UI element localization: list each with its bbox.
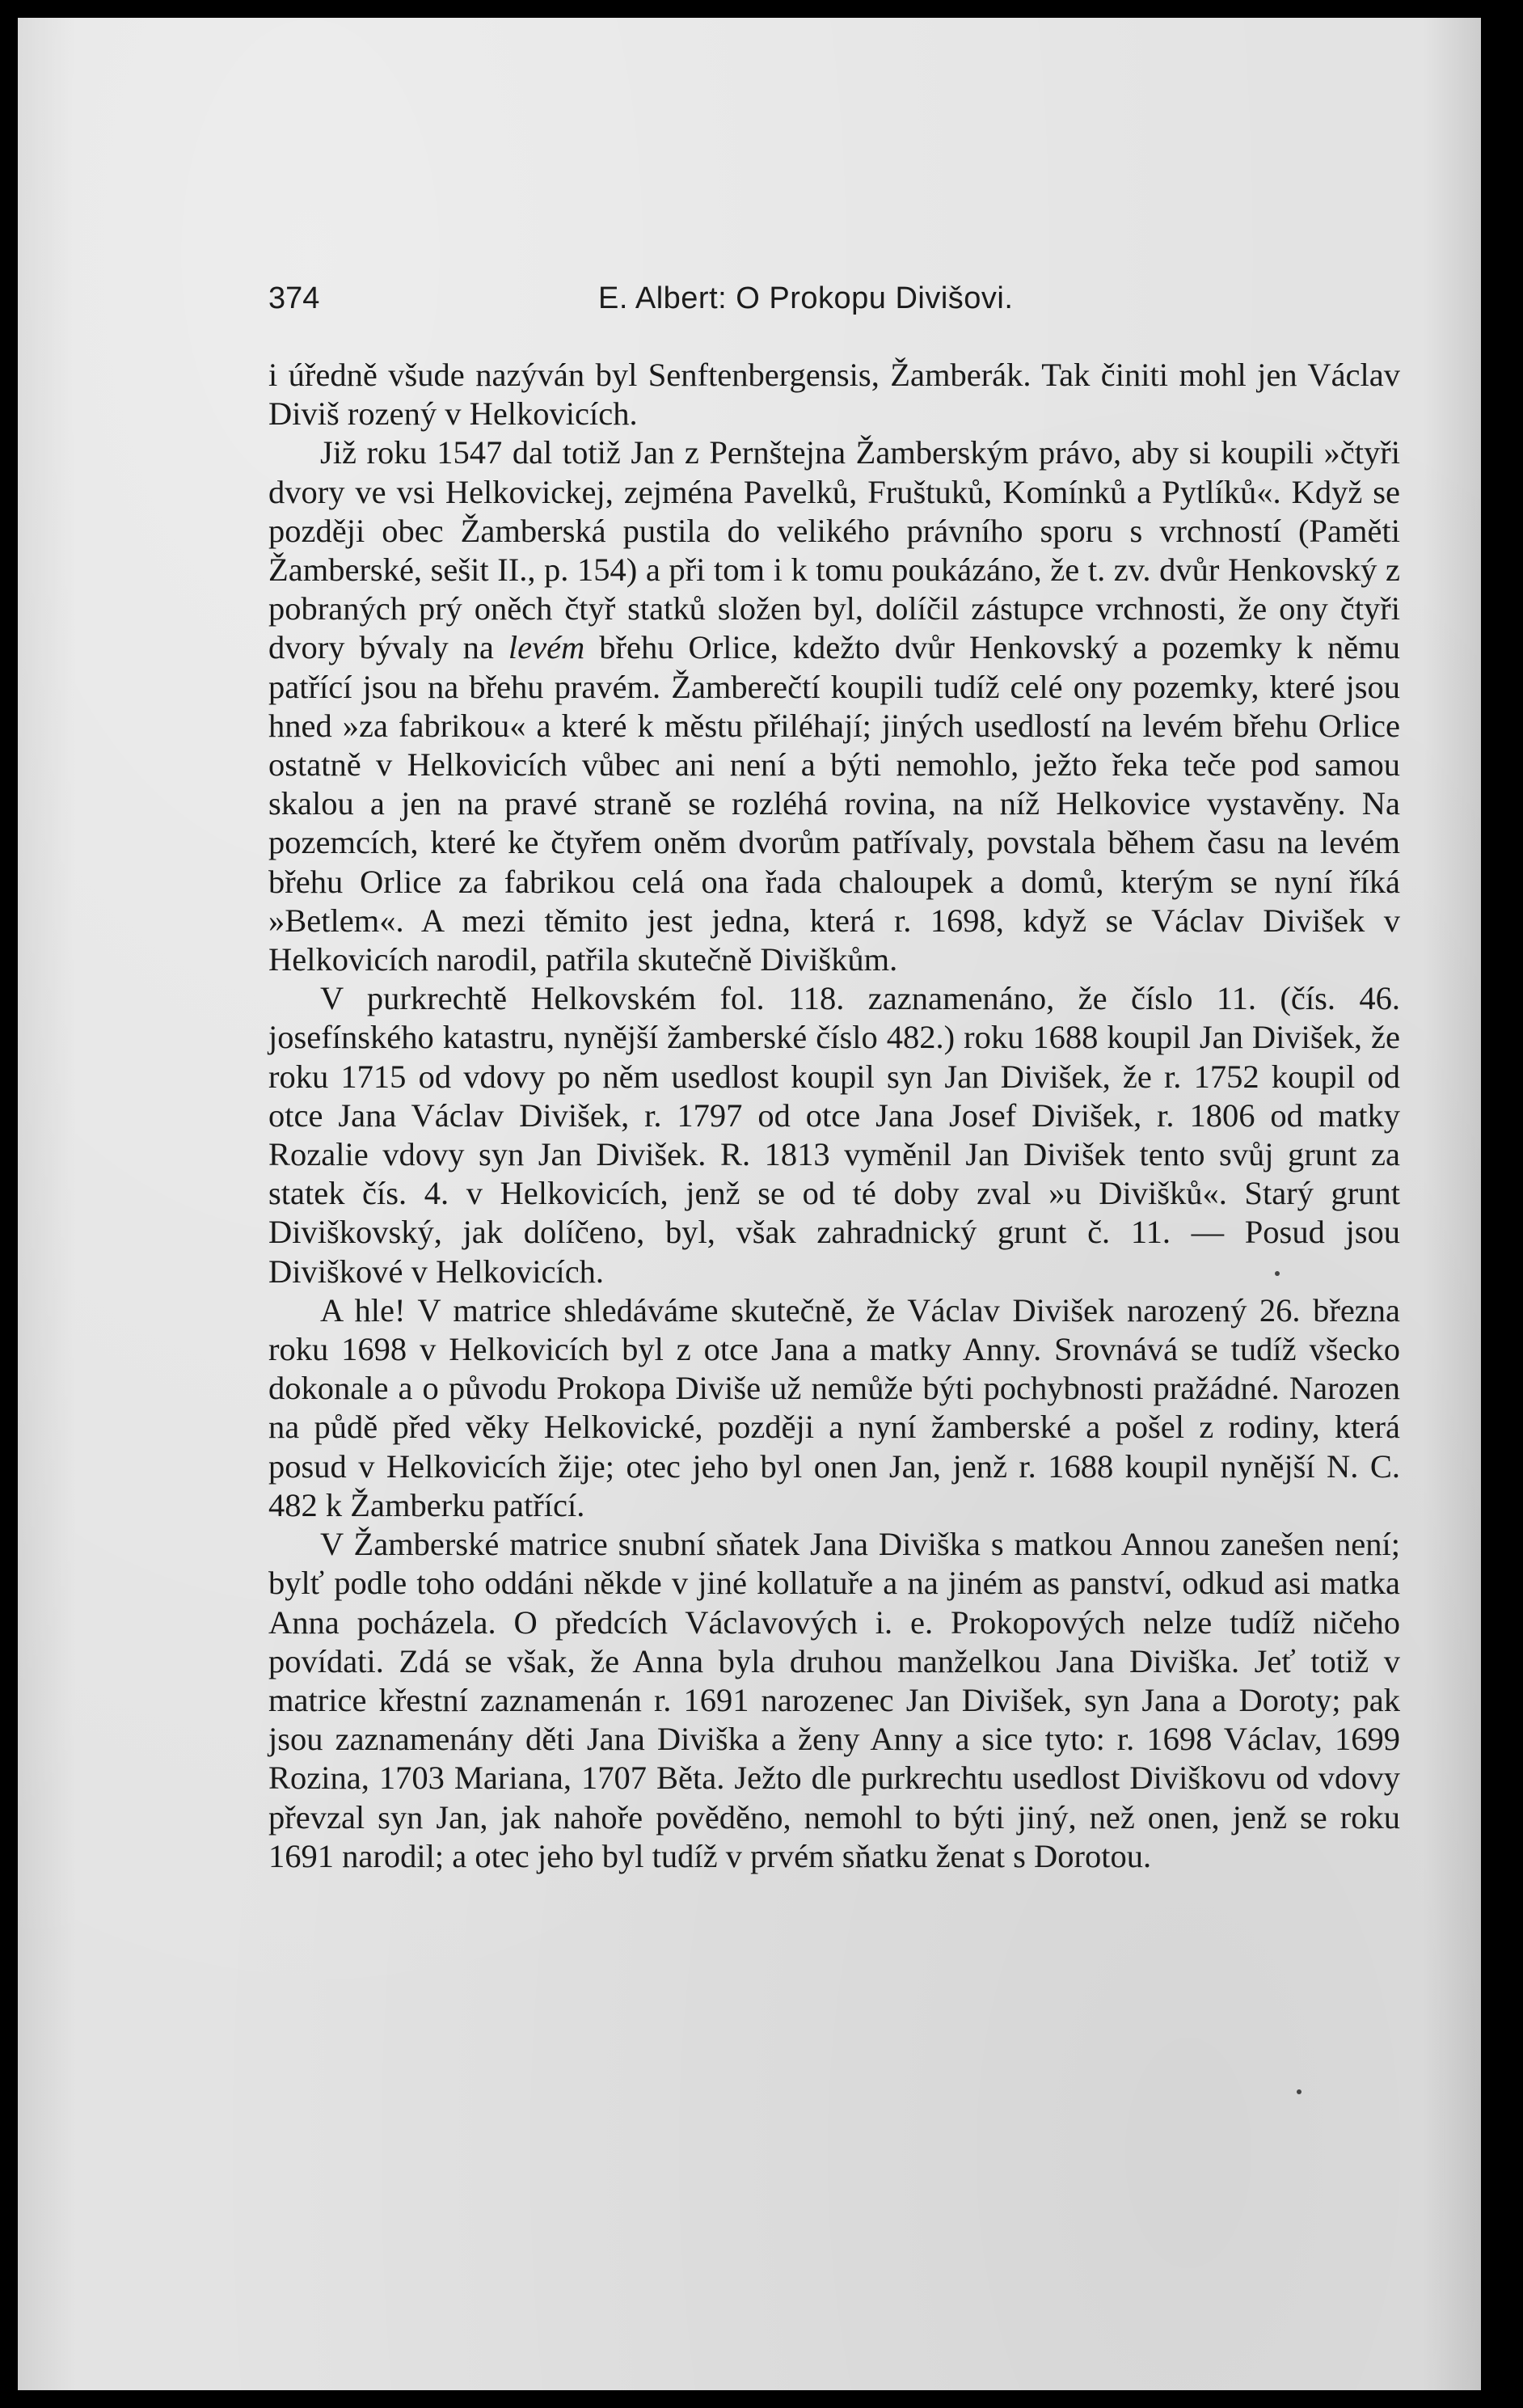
body-text	[268, 356, 1400, 1876]
paragraph	[268, 356, 1400, 433]
paragraph	[268, 433, 1400, 979]
paragraph	[268, 1291, 1400, 1525]
text-segment: i úředně všude nazýván byl Senftenbergensis, Žamberák. Tak činiti mohl jen Václav Diviš rozený v Helkovicích.	[268, 357, 1400, 433]
text-segment: břehu Orlice, kdežto dvůr Henkovský a pozemky k němu patřící jsou na břehu pravém. Žamberečtí koupili tudíž celé ony pozemky, které jsou hned »za fabrikou« a které k městu přiléhají; jiných usedlostí na levém břehu Orlice ostatně v Helkovicích vůbec ani není a býti nemohlo, ježto řeka teče pod samou skalou a jen na pravé straně se rozléhá rovina, na níž Helkovice vystavěny. Na pozemcích, které ke čtyřem oněm dvorům patřívaly, povstala během času na levém břehu Orlice za fabrikou celá ona řada chaloupek a domů, kterým se nyní říká »Betlem«. A mezi těmito jest jedna, která r. 1698, když se Václav Divišek v Helkovicích narodil, patřila skutečně Diviškům.	[268, 629, 1400, 978]
text-segment: A hle! V matrice shledáváme skutečně, že Václav Divišek narozený 26. března roku 1698 v Helkovicích byl z otce Jana a matky Anny. Srovnává se tudíž všecko dokonale a o původu Prokopa Diviše už nemůže býti pochybnosti pražádné. Narozen na půdě před věky Helkovické, později a nyní žamberské a pošel z rodiny, která posud v Helkovicích žije; otec jeho byl onen Jan, jenž r. 1688 koupil nynější N. C. 482 k Žamberku patřící.	[268, 1291, 1400, 1523]
text-segment: Již roku 1547 dal totiž Jan z Pernštejna Žamberským právo, aby si koupili »čtyři dvory ve vsi Helkovickej, zejména Pavelků, Fruštuků, Komínků a Pytlíků«. Když se později obec Žamberská pustila do velikého právního sporu s vrchností (Paměti Žamberské, sešit II., p. 154) a při tom i k tomu poukázáno, že t. zv. dvůr Henkovský z pobraných prý oněch čtyř statků složen byl, dolíčil zástupce vrchnosti, že ony čtyři dvory bývaly na	[268, 434, 1400, 666]
book-page	[18, 18, 1481, 2390]
page-number: 374	[268, 281, 320, 315]
running-title: E. Albert: O Prokopu Divišovi.	[598, 281, 1014, 315]
text-segment: V purkrechtě Helkovském fol. 118. zaznamenáno, že číslo 11. (čís. 46. josefínského katastru, nynější žamberské číslo 482.) roku 1688 koupil Jan Divišek, že roku 1715 od vdovy po něm usedlost koupil syn Jan Divišek, že r. 1752 koupil od otce Jana Václav Divišek, r. 1797 od otce Jana Josef Divišek, r. 1806 od matky Rozalie vdovy syn Jan Divišek. R. 1813 vyměnil Jan Divišek tento svůj grunt za statek čís. 4. v Helkovicích, jenž se od té doby zval »u Divišků«. Starý grunt Diviškovský, jak dolíčeno, byl, však zahradnický grunt č. 11. — Posud jsou Diviškové v Helkovicích.	[268, 980, 1400, 1290]
text-segment: V Žamberské matrice snubní sňatek Jana Diviška s matkou Annou zanešen není; bylť podle toho oddáni někde v jiné kollatuře a na jiném as panství, odkud asi matka Anna pocházela. O předcích Václavových i. e. Prokopových nelze tudíž ničeho povídati. Zdá se však, že Anna byla druhou manželkou Jana Diviška. Jeť totiž v matrice křestní zaznamenán r. 1691 narozenec Jan Divišek, syn Jana a Doroty; pak jsou zaznamenány děti Jana Diviška a ženy Anny a sice tyto: r. 1698 Václav, 1699 Rozina, 1703 Mariana, 1707 Běta. Ježto dle purkrechtu usedlost Diviškovu od vdovy převzal syn Jan, jak nahoře pověděno, nemohl to býti jiný, než onen, jenž se roku 1691 narodil; a otec jeho byl tudíž v prvém sňatku ženat s Dorotou.	[268, 1526, 1400, 1874]
print-speck	[1275, 1271, 1280, 1276]
print-speck	[1297, 2089, 1302, 2094]
page-header	[268, 278, 1392, 319]
italic-text: levém	[508, 629, 585, 666]
paragraph	[268, 979, 1400, 1291]
paragraph	[268, 1525, 1400, 1876]
